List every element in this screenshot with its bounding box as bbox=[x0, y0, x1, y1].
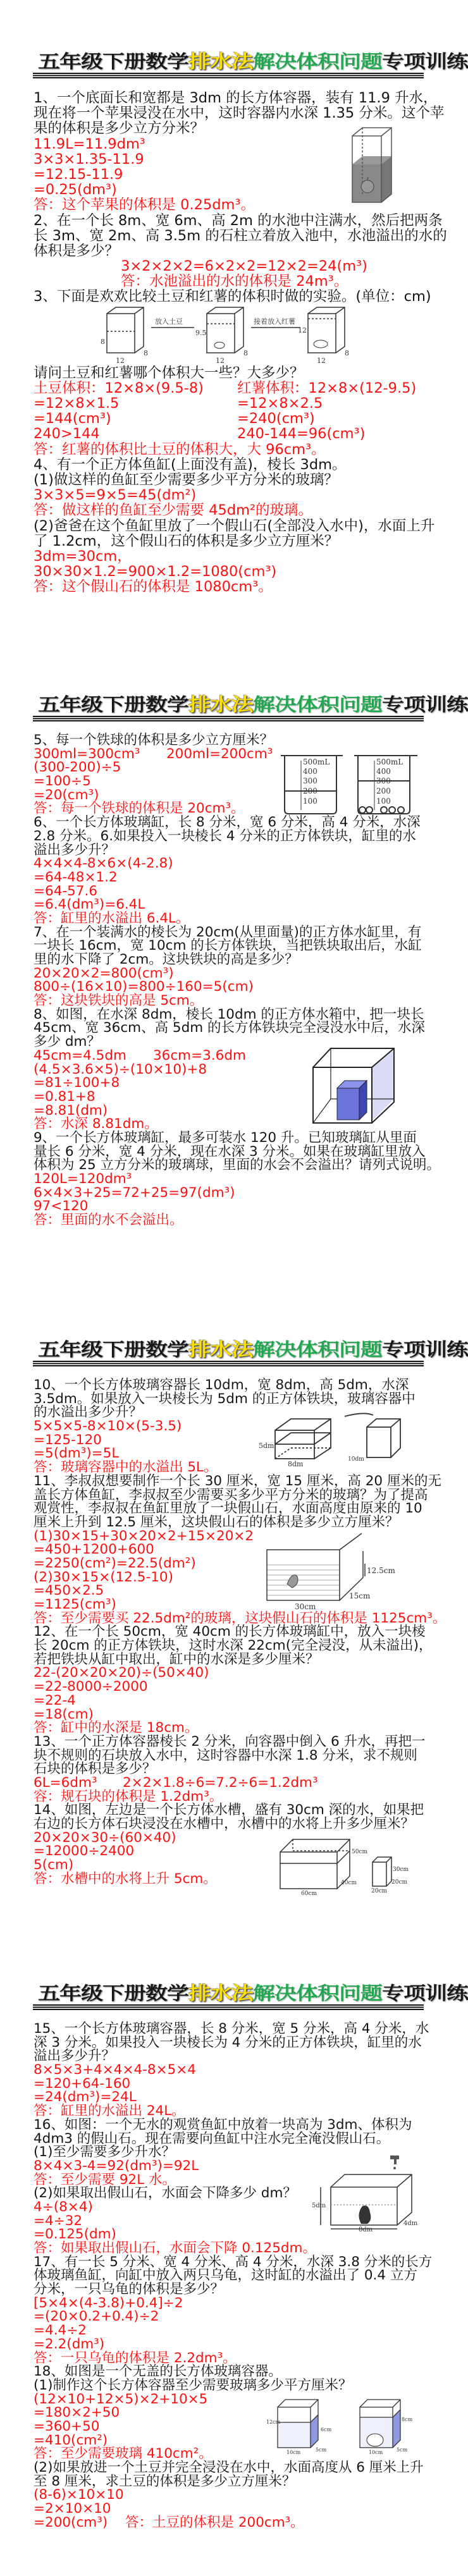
answer-line: =5(dm³)=5L bbox=[34, 1445, 120, 1462]
question-line: 里的水下降了 2cm。这块铁块的高是多少？ bbox=[34, 952, 299, 967]
answer-line: =1125(cm³) bbox=[34, 1597, 116, 1612]
title-rule bbox=[33, 2004, 424, 2011]
question-line: (2)爸爸在这个鱼缸里放了一个假山石(全部没入水中)，水面上升 bbox=[34, 517, 435, 534]
answer-line: =64-57.6 bbox=[34, 883, 98, 899]
question-line: (1)制作这个长方体容器至少需要玻璃多少平方厘米？ bbox=[34, 2377, 352, 2393]
answer-line: 3×3×5=9×5=45(dm²) bbox=[34, 487, 197, 504]
question-line: 至 8 厘米，求土豆的体积是多少立方厘米？ bbox=[34, 2473, 296, 2489]
title-text-end: 专项训练 bbox=[382, 1983, 468, 2004]
water-tank-cube-figure bbox=[312, 1045, 398, 1125]
question-line: 若把铁块从缸中取出，缸中的水深是多少厘米？ bbox=[34, 1651, 319, 1667]
answer-line: =8.81(dm) bbox=[34, 1102, 108, 1119]
question-line: 11、李叔叔想要制作一个长 30 厘米，宽 15 厘米，高 20 厘米的无 bbox=[34, 1473, 441, 1489]
question-line: 10、一个长方体玻璃容器长 10dm，宽 8dm，高 5dm，水深 bbox=[34, 1377, 409, 1393]
title-rule bbox=[33, 1361, 424, 1367]
dim-label: 30cm bbox=[393, 1867, 409, 1873]
question-line: 9、一个长方体玻璃缸，最多可装水 120 升。已知玻璃缸从里面 bbox=[34, 1129, 417, 1146]
question-line: 4、有一个正方体鱼缸(上面没有盖)，棱长 3dm。 bbox=[34, 456, 347, 473]
page-title bbox=[38, 1983, 468, 2004]
answer-cell: 答：土豆的体积是 200cm³。 bbox=[125, 2514, 304, 2530]
dim-label: 8cm bbox=[402, 2417, 413, 2422]
tick-label: 100 bbox=[303, 797, 317, 806]
page-title bbox=[38, 1339, 468, 1361]
dim-label: 4dm bbox=[403, 2220, 418, 2227]
answer-line: 答：至少需要 92L 水。 bbox=[34, 2171, 176, 2188]
answer-line: (8-6)×10×10 bbox=[34, 2487, 124, 2503]
answer-line: 答：缸中的水深是 18cm。 bbox=[34, 1720, 199, 1736]
answer-line: 答：至少需要玻璃 410cm²。 bbox=[34, 2446, 212, 2462]
dim-label: 5dm bbox=[312, 2202, 326, 2209]
answer-line: =(20×0.2+0.4)÷2 bbox=[34, 2309, 159, 2325]
title-text: 五年级下册数学 bbox=[38, 1339, 189, 1361]
answer-line: [5×4×(4-3.8)+0.4]÷2 bbox=[34, 2295, 183, 2311]
answer-cell: =12×8×2.5 bbox=[237, 395, 323, 412]
title-green: 解决体积问题 bbox=[253, 51, 383, 73]
question-line: 多少 dm？ bbox=[34, 1034, 101, 1050]
tick-label: 500mL bbox=[376, 757, 403, 766]
answer-cell: 红薯体积：12×8×(12-9.5) bbox=[237, 379, 417, 396]
question-line: 4dm3 的假山石。现在需要向鱼缸中注水完全淹没假山石。 bbox=[34, 2130, 390, 2147]
container-and-cube-figure bbox=[256, 1411, 402, 1467]
answer-cell: =200(cm³) bbox=[34, 2514, 108, 2530]
title-text: 五年级下册数学 bbox=[38, 51, 189, 73]
answer-line: =2×10×10 bbox=[34, 2501, 111, 2517]
answer-line: =2.2(dm³) bbox=[34, 2336, 105, 2352]
question-line: (1)至少需要多少升水？ bbox=[34, 2144, 175, 2161]
dim-label: 12 bbox=[216, 356, 225, 365]
beakers-figure bbox=[280, 754, 419, 815]
answer-cell: 200ml=200cm³ bbox=[166, 745, 273, 762]
answer-cell: =240(cm³) bbox=[237, 410, 315, 427]
fish-tank-rock-figure bbox=[267, 1532, 401, 1611]
glass-container-potato-figure bbox=[265, 2395, 413, 2455]
potato-sweet-potato-experiment-figure bbox=[99, 305, 355, 365]
answer-line: =6.4(dm³)=6.4L bbox=[34, 897, 145, 913]
answer-line: =360+50 bbox=[34, 2418, 100, 2434]
answer-line: 20×20×30÷(60×40) bbox=[34, 1829, 176, 1846]
question-line: 2、在一个长 8m、宽 6m、高 2m 的水池中注满水，然后把两条 bbox=[34, 212, 443, 229]
dim-label: 10dm bbox=[348, 1456, 364, 1463]
answer-line: 答：缸里的水溢出 24L。 bbox=[34, 2103, 185, 2119]
answer-row bbox=[34, 381, 438, 396]
answer-line: =64-48×1.2 bbox=[34, 869, 118, 885]
question-line: (1)做这样的鱼缸至少需要多少平方分米的玻璃？ bbox=[34, 471, 338, 488]
page-title bbox=[38, 694, 468, 716]
answer-line: 5(cm) bbox=[34, 1857, 74, 1874]
answer-line: 答：这块铁块的高是 5cm。 bbox=[34, 993, 204, 1009]
answer-line: =125-120 bbox=[34, 1432, 102, 1448]
answer-line: =22-4 bbox=[34, 1692, 76, 1708]
dim-label: 9.5 bbox=[195, 328, 207, 337]
dim-label: 8 bbox=[345, 348, 349, 357]
question-line: 18、如图是一个无盖的长方体玻璃容器。 bbox=[34, 2364, 282, 2380]
title-highlight: 排水法 bbox=[188, 1339, 254, 1361]
answer-line: 答：这个假山石的体积是 1080cm³。 bbox=[34, 579, 273, 596]
dim-label: 15cm bbox=[349, 1592, 371, 1600]
answer-line: 22-(20×20×20)÷(50×40) bbox=[34, 1665, 209, 1681]
question-line: 现在将一个苹果浸没在水中，这时容器内水深 1.35 分米。这个苹 bbox=[34, 105, 445, 122]
answer-line: 答：玻璃容器中的水溢出 5L。 bbox=[34, 1459, 218, 1476]
dim-label: 8 bbox=[101, 337, 105, 346]
question-line: 2.8 分米。6.如果投入一块棱长 4 分米的正方体铁块，缸里的水 bbox=[34, 828, 416, 844]
dim-label: 60cm bbox=[301, 1891, 317, 1897]
question-line: 深 3 分米。如果投入一块棱长为 4 分米的正方体铁块，缸里的水 bbox=[34, 2034, 422, 2051]
question-line: 盖长方体鱼缸，李叔叔至少需要买多少平方分米的玻璃？为了提高 bbox=[34, 1487, 428, 1503]
question-line: 12、在一个长 50cm，宽 40cm 的长方体玻璃缸中，放入一块棱 bbox=[34, 1624, 426, 1640]
answer-line: 答：水池溢出的水的体积是 24m³。 bbox=[121, 273, 348, 290]
question-line: 右边的长方体石块浸没在水槽中，水槽中的水将上升多少厘米？ bbox=[34, 1816, 415, 1832]
answer-line: 3dm=30cm， bbox=[34, 548, 132, 565]
question-line: 长 3m、宽 2m、高 3.5m 的石柱立着放入池中，水池溢出的水的 bbox=[34, 227, 447, 244]
answer-cell: 土豆体积：12×8×(9.5-8) bbox=[34, 379, 204, 396]
answer-line: 30×30×1.2=900×1.2=1080(cm³) bbox=[34, 563, 277, 580]
dim-label: 20cm bbox=[391, 1879, 408, 1886]
answer-line: 容：规石块的体积是 1.2dm³。 bbox=[34, 1788, 223, 1805]
answer-line: =12000÷2400 bbox=[34, 1843, 135, 1860]
answer-line: 答：缸里的水溢出 6.4L。 bbox=[34, 910, 190, 926]
answer-line: =18(cm) bbox=[34, 1706, 94, 1722]
question-line: 45cm、宽 36cm、高 5dm 的长方体铁块完全浸没水中后，水深 bbox=[34, 1020, 426, 1036]
answer-line: =0.81+8 bbox=[34, 1088, 95, 1105]
answer-line: =0.125(dm) bbox=[34, 2226, 116, 2243]
answer-line: 答：如果取出假山石，水面会下降 0.125dm。 bbox=[34, 2240, 316, 2256]
answer-line: 答：里面的水不会溢出。 bbox=[34, 1212, 183, 1229]
dim-label: 8dm bbox=[359, 2226, 373, 2233]
answer-line: (4.5×3.6×5)÷(10×10)+8 bbox=[34, 1061, 207, 1077]
answer-line: =410(cm²) bbox=[34, 2432, 108, 2448]
question-line: 果的体积是多少立方分米？ bbox=[34, 120, 205, 137]
answer-line: 4÷(8×4) bbox=[34, 2199, 93, 2215]
answer-line: (2)30×15×(12.5-10) bbox=[34, 1569, 173, 1585]
answer-cell: =144(cm³) bbox=[34, 410, 111, 427]
question-line: 溢出多少升？ bbox=[34, 842, 116, 858]
question-line: 1、一个底面长和宽都是 3dm 的长方体容器，装有 11.9 升水， bbox=[34, 90, 438, 106]
dim-label: 5dm bbox=[259, 1442, 274, 1450]
answer-line: =24(dm³)=24L bbox=[34, 2089, 137, 2106]
answer-line: 8×5×3+4×4×4-8×5×4 bbox=[34, 2062, 196, 2078]
question-line: 3、下面是欢欢比较土豆和红薯的体积时做的实验。(单位：cm) bbox=[34, 288, 431, 305]
question-line: 15、一个长方体玻璃容器，长 8 分米，宽 5 分米，高 4 分米，水 bbox=[34, 2021, 429, 2037]
dim-label: 50cm bbox=[352, 1849, 368, 1855]
answer-line: 答：水深 8.81dm。 bbox=[34, 1116, 158, 1132]
dim-label: 20cm bbox=[371, 1888, 388, 1894]
answer-cell: 2×2×1.8÷6=7.2÷6=1.2dm³ bbox=[123, 1774, 318, 1791]
question-line: 石块的体积是多少？ bbox=[34, 1761, 156, 1777]
question-line: (2)如果放进一个土豆并完全浸没在水中，水面高度从 6 厘米上升 bbox=[34, 2460, 424, 2475]
answer-line: 6×4×3+25=72+25=97(dm³) bbox=[34, 1184, 235, 1201]
answer-cell: 300ml=300cm³ bbox=[34, 745, 140, 762]
question-line: 了 1.2cm，这个假山石的体积是多少立方厘米？ bbox=[34, 532, 339, 549]
answer-line: (1)30×15+30×20×2+15×20×2 bbox=[34, 1528, 254, 1544]
tick-label: 300 bbox=[303, 776, 317, 785]
question-line: 量长 6 分米，宽 4 分米，现在水深 3 分米。如果在玻璃缸里放入 bbox=[34, 1143, 426, 1160]
answer-line: 3×2×2×2=6×2×2=12×2=24(m³) bbox=[121, 258, 367, 275]
title-green: 解决体积问题 bbox=[253, 694, 383, 716]
tick-label: 400 bbox=[303, 767, 317, 776]
dim-label: 10cm bbox=[369, 2450, 383, 2455]
title-text: 五年级下册数学 bbox=[38, 1983, 189, 2004]
answer-line: =22-8000÷2000 bbox=[34, 1679, 148, 1695]
answer-row bbox=[34, 396, 438, 411]
question-line: 的水溢出多少升？ bbox=[34, 1404, 143, 1421]
answer-line: =12.15-11.9 bbox=[34, 166, 123, 183]
question-line: 16、如图：一个无水的观赏鱼缸中放着一块高为 3dm、体积为 bbox=[34, 2116, 412, 2133]
answer-row bbox=[34, 1776, 438, 1790]
dim-label: 12 bbox=[298, 326, 307, 334]
question-line: 请问土豆和红薯哪个体积大一些？大多少？ bbox=[34, 364, 304, 381]
answer-line: (300-200)÷5 bbox=[34, 759, 121, 776]
question-line: 3.5dm。如果放入一块棱长为 5dm 的正方体铁块，玻璃容器中 bbox=[34, 1390, 416, 1407]
answer-line: (12×10+12×5)×2+10×5 bbox=[34, 2391, 208, 2407]
dim-label: 40cm bbox=[341, 1880, 357, 1886]
title-rule bbox=[33, 73, 424, 79]
dim-label: 6cm bbox=[321, 2427, 332, 2432]
answer-line: =450×2.5 bbox=[34, 1583, 104, 1599]
question-line: 体积是多少？ bbox=[34, 242, 120, 259]
tick-label: 200 bbox=[303, 787, 317, 795]
dim-label: 12 bbox=[116, 356, 125, 365]
title-green: 解决体积问题 bbox=[253, 1339, 383, 1361]
title-text-end: 专项训练 bbox=[382, 694, 468, 716]
worksheet-page-4 bbox=[0, 1932, 468, 2575]
dim-label: 8dm bbox=[288, 1460, 304, 1468]
dim-label: 12cm bbox=[266, 2419, 281, 2425]
step-label: 放入土豆 bbox=[155, 317, 183, 326]
figure-block bbox=[34, 305, 438, 365]
worksheet-page-2 bbox=[0, 643, 468, 1286]
question-line: 体积为 25 立方分米的玻璃球，里面的水会不会溢出？请列式说明。 bbox=[34, 1157, 441, 1174]
answer-line: 答：水槽中的水将上升 5cm。 bbox=[34, 1870, 217, 1887]
tick-label: 400 bbox=[376, 767, 391, 776]
dim-label: 10cm bbox=[286, 2450, 301, 2455]
question-line: 7、在一个装满水的棱长为 20cm(从里面量)的正方体水缸里，有 bbox=[34, 924, 422, 940]
question-line: 8、如图，在水深 8dm，棱长 10dm 的正方体水箱中，把一块长 bbox=[34, 1006, 424, 1022]
dim-label: 12.5cm bbox=[367, 1566, 395, 1575]
question-line: 体玻璃鱼缸，向缸中放入两只乌龟，这时缸的水溢出了 0.4 立方 bbox=[34, 2267, 417, 2284]
question-line: 14、如图，左边是一个长方体水槽，盛有 30cm 深的水，如果把 bbox=[34, 1802, 424, 1819]
answer-line: =4÷32 bbox=[34, 2212, 83, 2229]
question-line: 长 20cm 的正方体铁块，这时水深 22cm(完全浸没，从未溢出)， bbox=[34, 1638, 433, 1654]
tank-and-stone-figure bbox=[273, 1838, 409, 1897]
answer-line: 答：红薯的体积比土豆的体积大，大 96cm³。 bbox=[34, 441, 326, 458]
answer-line: 3×3×1.35-11.9 bbox=[34, 150, 144, 168]
dim-label: 5cm bbox=[397, 2447, 408, 2453]
apple-container-figure bbox=[352, 126, 393, 204]
answer-line: 答：至少需要买 22.5dm²的玻璃，这块假山石的体积是 1125cm³。 bbox=[34, 1610, 446, 1626]
answer-line: 8×4×3-4=92(dm³)=92L bbox=[34, 2157, 199, 2174]
question-line: 5、每一个铁球的体积是多少立方厘米？ bbox=[34, 732, 274, 748]
question-line: (2)如果取出假山石，水面会下降多少 dm？ bbox=[34, 2185, 297, 2202]
answer-line: =100÷5 bbox=[34, 773, 91, 790]
title-text-end: 专项训练 bbox=[382, 51, 468, 73]
answer-line: 答：一只乌龟的体积是 2.2dm³。 bbox=[34, 2350, 237, 2366]
question-line: 17、有一长 5 分米、宽 4 分米、高 4 分米，水深 3.8 分米的长方 bbox=[34, 2254, 433, 2270]
answer-line: =2250(cm²)=22.5(dm²) bbox=[34, 1555, 196, 1571]
question-line: 溢出多少升？ bbox=[34, 2048, 116, 2064]
dim-label: 30cm bbox=[295, 1602, 316, 1611]
title-green: 解决体积问题 bbox=[253, 1983, 383, 2004]
title-text-end: 专项训练 bbox=[382, 1339, 468, 1361]
answer-line: 800÷(16×10)=800÷160=5(cm) bbox=[34, 979, 254, 995]
aquarium-rock-faucet-figure bbox=[312, 2154, 417, 2232]
tick-label: 500mL bbox=[303, 757, 330, 766]
answer-line: =20(cm³) bbox=[34, 787, 99, 803]
title-text: 五年级下册数学 bbox=[38, 694, 189, 716]
step-label: 接着放入红薯 bbox=[254, 317, 295, 326]
title-highlight: 排水法 bbox=[188, 694, 254, 716]
worksheet-page-3 bbox=[0, 1288, 468, 1931]
answer-row bbox=[34, 2516, 438, 2530]
answer-line: =120+64-160 bbox=[34, 2075, 131, 2092]
answer-cell: 240>144 bbox=[34, 426, 100, 443]
answer-line: =0.25(dm³) bbox=[34, 181, 117, 199]
question-line: 块不规则的石块放入水中，这时容器中水深 1.8 分米，求不规则 bbox=[34, 1747, 417, 1763]
tick-label: 100 bbox=[376, 797, 391, 806]
dim-label: 8 bbox=[243, 348, 248, 357]
question-line: 一块长 16cm，宽 10cm 的长方体铁块，当把铁块取出后，水缸 bbox=[34, 938, 422, 954]
answer-line: =450+1200+600 bbox=[34, 1542, 154, 1558]
answer-line: =180×2+50 bbox=[34, 2405, 120, 2421]
answer-line: 答：每一个铁球的体积是 20cm³。 bbox=[34, 800, 245, 817]
answer-cell: =12×8×1.5 bbox=[34, 395, 120, 412]
title-highlight: 排水法 bbox=[188, 51, 254, 73]
tick-label: 200 bbox=[376, 787, 391, 795]
title-rule bbox=[33, 716, 424, 722]
page-title bbox=[38, 51, 468, 73]
question-line: 6、一个长方体玻璃缸，长 8 分米，宽 6 分米，高 4 分米，水深 bbox=[34, 814, 421, 831]
answer-line: 4×4×4-8×6×(4-2.8) bbox=[34, 856, 173, 872]
answer-line: 120L=120dm³ bbox=[34, 1171, 132, 1187]
dim-label: 8 bbox=[144, 348, 148, 357]
answer-line: 11.9L=11.9dm³ bbox=[34, 135, 145, 152]
dim-label: 5cm bbox=[316, 2447, 327, 2453]
answer-line: 答：这个苹果的体积是 0.25dm³。 bbox=[34, 197, 255, 214]
answer-cell: 6L=6dm³ bbox=[34, 1774, 97, 1791]
answer-line: 5×5×5-8×10×(5-3.5) bbox=[34, 1418, 182, 1435]
answer-line: =81÷100+8 bbox=[34, 1075, 120, 1091]
answer-cell: 45cm=4.5dm bbox=[34, 1047, 126, 1064]
question-line: 厘米上升到 12.5 厘米，这块假山石的体积是多少立方厘米？ bbox=[34, 1514, 399, 1530]
answer-cell: 36cm=3.6dm bbox=[153, 1047, 246, 1064]
answer-row bbox=[34, 426, 438, 441]
answer-row bbox=[34, 411, 438, 426]
question-line: 13、一个正方体容器棱长 2 分米，向容器中倒入 6 升水，再把一 bbox=[34, 1733, 426, 1750]
question-line: 分米，一只乌龟的体积是多少？ bbox=[34, 2281, 225, 2298]
dim-label: 12 bbox=[317, 356, 326, 365]
answer-line: 20×20×2=800(cm³) bbox=[34, 965, 174, 981]
answer-line: 答：做这样的鱼缸至少需要 45dm²的玻璃。 bbox=[34, 502, 313, 519]
question-line: 观赏性，李叔叔在鱼缸里放了一块假山石，水面高度由原来的 10 bbox=[34, 1500, 422, 1517]
answer-line: 97<120 bbox=[34, 1198, 89, 1215]
title-highlight: 排水法 bbox=[188, 1983, 254, 2004]
answer-cell: 240-144=96(cm³) bbox=[237, 426, 366, 443]
answer-line: =4.4÷2 bbox=[34, 2322, 87, 2339]
worksheet-page-1 bbox=[0, 0, 468, 643]
tick-label: 300 bbox=[376, 776, 391, 785]
